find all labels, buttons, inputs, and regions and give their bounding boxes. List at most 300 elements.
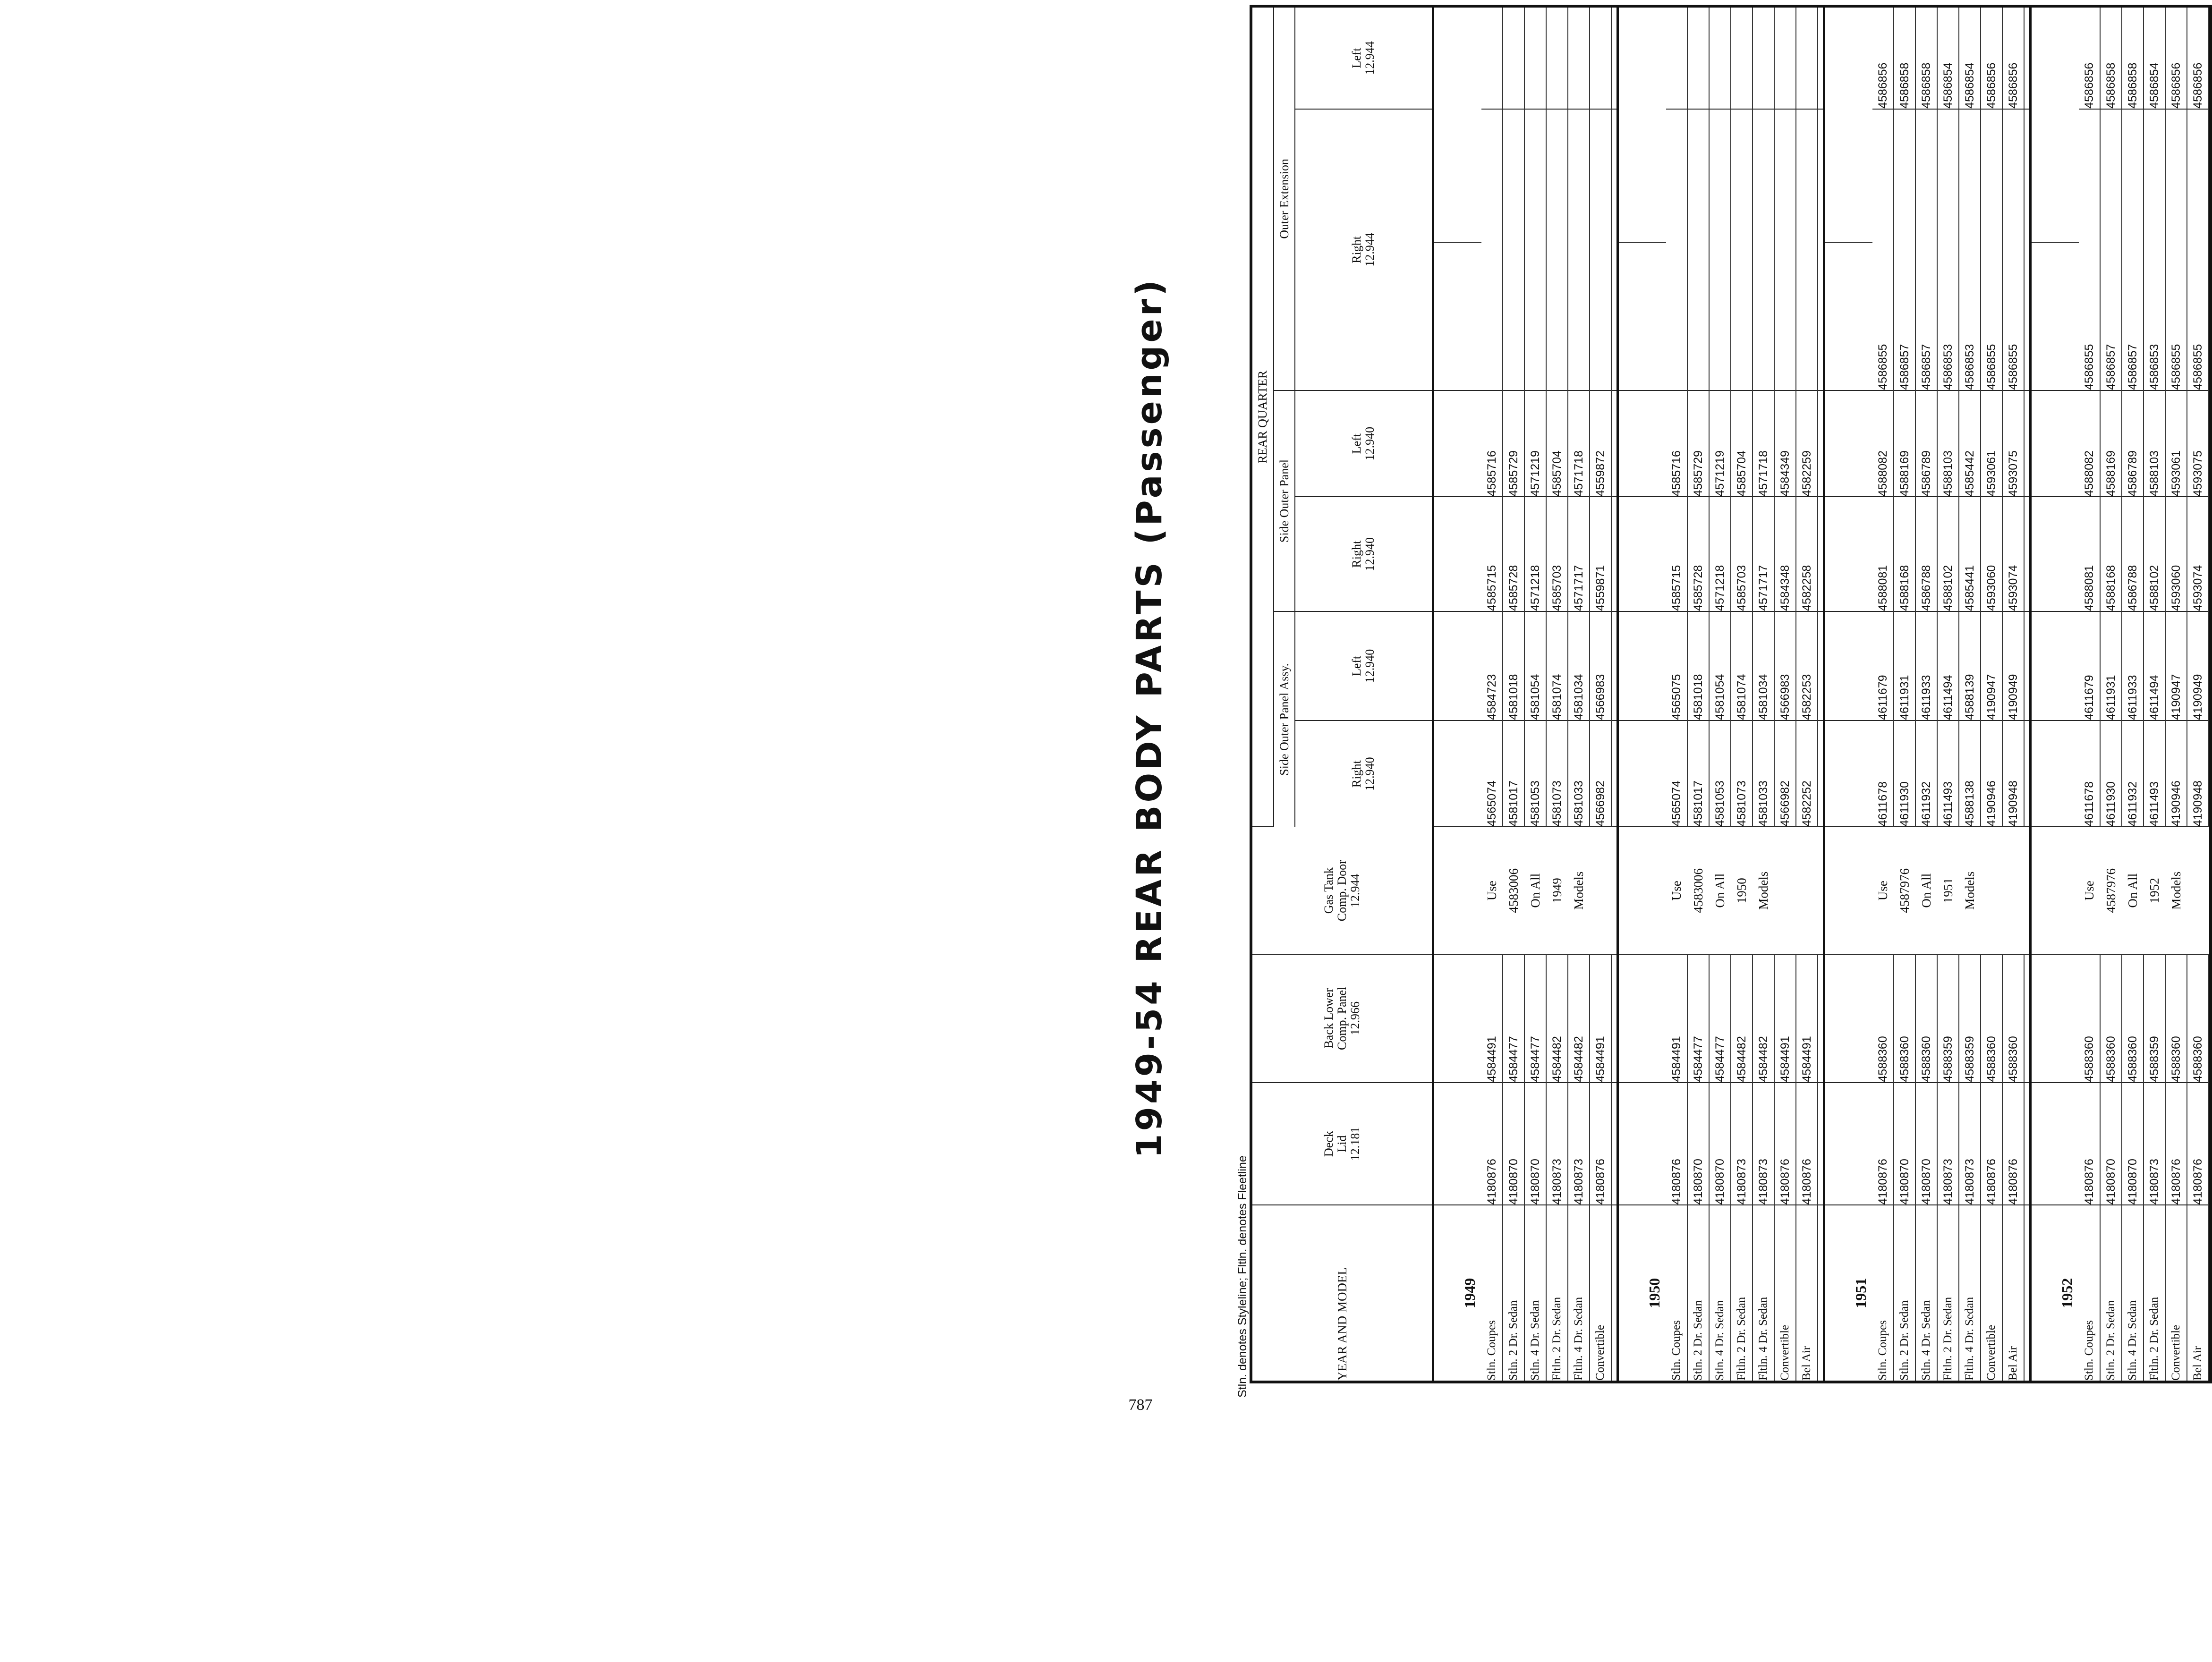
table-row — [1894, 8, 1915, 1381]
part-gas: On All — [1524, 827, 1546, 954]
part-sopa-l: 4581074 — [1731, 611, 1753, 721]
part-back: 4584491 — [1774, 954, 1796, 1083]
header-assy-right-label: Right — [1350, 760, 1364, 788]
part-ext-r: 4586857 — [2122, 109, 2144, 390]
part-back: 4588359 — [2144, 954, 2165, 1083]
part-back: 4584477 — [1524, 954, 1546, 1083]
part-sop-r: 4585728 — [1687, 497, 1709, 611]
part-sop-r: 4593060 — [2165, 497, 2187, 611]
part-sopa-l: 4611931 — [2100, 611, 2122, 721]
part-ext-l — [1503, 8, 1524, 109]
part-sopa-r: 4581033 — [1753, 721, 1774, 827]
part-ext-r — [1774, 109, 1796, 390]
model-name: Bel Air — [2187, 1205, 2209, 1381]
part-ext-l: 4586856 — [1981, 8, 2002, 109]
part-sop-r: 4585441 — [1959, 497, 1981, 611]
part-gas — [1774, 827, 1796, 954]
part-sopa-l: 4611679 — [2079, 611, 2100, 721]
part-sopa-r: 4611493 — [1937, 721, 1959, 827]
separator-cell — [2024, 827, 2031, 954]
part-gas — [2002, 827, 2024, 954]
year-row-spacer — [1433, 611, 1481, 721]
header-ext-left-label: Left — [1350, 48, 1364, 68]
part-deck: 4180870 — [1709, 1083, 1731, 1205]
separator-cell — [1818, 1083, 1824, 1205]
table-row — [1731, 8, 1753, 1381]
part-ext-l: 4586856 — [2079, 8, 2100, 109]
part-sop-r: 4588168 — [1894, 497, 1915, 611]
separator-cell — [2024, 497, 2031, 611]
model-name: Fltln. 2 Dr. Sedan — [1731, 1205, 1753, 1381]
separator-cell — [1611, 721, 1618, 827]
part-ext-l: 4586854 — [1959, 8, 1981, 109]
model-name: Fltln. 4 Dr. Sedan — [1753, 1205, 1774, 1381]
part-sopa-r: 4611932 — [2122, 721, 2144, 827]
part-deck: 4180876 — [1796, 1083, 1818, 1205]
part-ext-r: 4586853 — [1937, 109, 1959, 390]
part-deck: 4180876 — [1872, 1083, 1894, 1205]
model-name: Stln. 2 Dr. Sedan — [1503, 1205, 1524, 1381]
part-sopa-l: 4611494 — [1937, 611, 1959, 721]
part-gas: 4587976 — [1894, 827, 1915, 954]
part-sop-r: 4586788 — [1915, 497, 1937, 611]
part-sopa-r: 4611678 — [1872, 721, 1894, 827]
part-deck: 4180870 — [1687, 1083, 1709, 1205]
part-sopa-l: 4588139 — [1959, 611, 1981, 721]
part-sop-l: 4586789 — [1915, 390, 1937, 497]
part-ext-r: 4586855 — [2165, 109, 2187, 390]
part-sopa-r: 4581073 — [1546, 721, 1568, 827]
part-deck: 4180873 — [1937, 1083, 1959, 1205]
model-name: Stln. 2 Dr. Sedan — [1687, 1205, 1709, 1381]
year-row-spacer — [2030, 827, 2079, 954]
part-sopa-l: 4611933 — [2122, 611, 2144, 721]
part-back: 4584491 — [1590, 954, 1611, 1083]
year-row-spacer — [1824, 242, 1872, 390]
part-sopa-l: 4581034 — [1753, 611, 1774, 721]
year-row-spacer — [1617, 954, 1666, 1083]
part-sopa-l: 4611679 — [1872, 611, 1894, 721]
table-row — [2002, 8, 2024, 1381]
separator-cell — [1818, 390, 1824, 497]
part-sopa-l: 4190947 — [1981, 611, 2002, 721]
model-name: Stln. 4 Dr. Sedan — [1709, 1205, 1731, 1381]
part-sop-l: 4585716 — [1666, 390, 1687, 497]
part-ext-l — [1796, 8, 1818, 109]
model-name: Fltln. 2 Dr. Sedan — [1546, 1205, 1568, 1381]
separator-cell — [1611, 8, 1618, 109]
part-sop-r: 4593074 — [2187, 497, 2209, 611]
part-back: 4584482 — [1568, 954, 1590, 1083]
parts-table — [1252, 8, 2209, 1381]
part-gas: On All — [1915, 827, 1937, 954]
section-separator — [2024, 8, 2031, 1381]
part-sop-r: 4571717 — [1568, 497, 1590, 611]
year-row-spacer — [2030, 109, 2079, 242]
part-sop-r: 4585728 — [1503, 497, 1524, 611]
part-deck: 4180873 — [1568, 1083, 1590, 1205]
table-row — [1796, 8, 1818, 1381]
table-row — [1872, 8, 1894, 1381]
table-row — [1666, 8, 1687, 1381]
part-ext-r — [1753, 109, 1774, 390]
part-deck: 4180876 — [1590, 1083, 1611, 1205]
part-ext-l: 4586854 — [1937, 8, 1959, 109]
part-sop-r: 4584348 — [1774, 497, 1796, 611]
part-ext-r — [1666, 109, 1687, 390]
table-row — [2100, 8, 2122, 1381]
year-row-spacer — [1824, 611, 1872, 721]
header-ext-right — [1295, 109, 1433, 390]
part-ext-r — [1687, 109, 1709, 390]
part-sopa-r: 4581033 — [1568, 721, 1590, 827]
separator-cell — [1818, 8, 1824, 109]
year-row-spacer — [1433, 721, 1481, 827]
part-sop-l: 4585729 — [1503, 390, 1524, 497]
parts-table-body — [1433, 8, 2209, 1381]
year-row-spacer — [1617, 109, 1666, 242]
part-ext-l: 4586858 — [2100, 8, 2122, 109]
part-sopa-l: 4581018 — [1503, 611, 1524, 721]
part-ext-r — [1709, 109, 1731, 390]
part-gas: 1952 — [2144, 827, 2165, 954]
separator-cell — [2024, 954, 2031, 1083]
year-label: 1949 — [1461, 1278, 1478, 1308]
part-sopa-l: 4611933 — [1915, 611, 1937, 721]
part-gas: 4583006 — [1503, 827, 1524, 954]
part-deck: 4180873 — [1546, 1083, 1568, 1205]
year-header-row — [1824, 8, 1872, 1381]
separator-cell — [1818, 827, 1824, 954]
part-ext-r: 4586853 — [2144, 109, 2165, 390]
separator-cell — [1611, 827, 1618, 954]
part-sop-r: 4593074 — [2002, 497, 2024, 611]
part-sop-r: 4586788 — [2122, 497, 2144, 611]
year-row-spacer — [1824, 721, 1872, 827]
part-back: 4584491 — [1666, 954, 1687, 1083]
part-sop-r: 4588102 — [1937, 497, 1959, 611]
part-sop-r: 4585715 — [1666, 497, 1687, 611]
part-deck: 4180873 — [1753, 1083, 1774, 1205]
part-back: 4584482 — [1731, 954, 1753, 1083]
header-outer-extension: Outer Extension — [1274, 8, 1295, 390]
year-header-row — [2030, 8, 2079, 1381]
model-name: Fltln. 2 Dr. Sedan — [2144, 1205, 2165, 1381]
part-gas — [2187, 827, 2209, 954]
part-sopa-r: 4566982 — [1590, 721, 1611, 827]
part-ext-l — [1590, 8, 1611, 109]
part-sopa-l: 4611931 — [1894, 611, 1915, 721]
part-deck: 4180870 — [1503, 1083, 1524, 1205]
part-back: 4588360 — [2187, 954, 2209, 1083]
separator-cell — [2024, 8, 2031, 109]
part-sop-r: 4588168 — [2100, 497, 2122, 611]
part-sopa-r: 4566982 — [1774, 721, 1796, 827]
header-rear-quarter: REAR QUARTER — [1252, 8, 1274, 827]
part-gas — [1981, 827, 2002, 954]
year-row-spacer — [2030, 954, 2079, 1083]
part-ext-r — [1524, 109, 1546, 390]
part-sopa-r: 4611930 — [2100, 721, 2122, 827]
table-row — [2187, 8, 2209, 1381]
year-row-spacer — [1433, 1083, 1481, 1205]
part-ext-l: 4586858 — [1915, 8, 1937, 109]
separator-cell — [1818, 611, 1824, 721]
part-sop-r: 4571218 — [1709, 497, 1731, 611]
part-sopa-r: 4581017 — [1687, 721, 1709, 827]
part-sop-r: 4588081 — [2079, 497, 2100, 611]
separator-cell — [1818, 954, 1824, 1083]
year-row-spacer — [1617, 827, 1666, 954]
part-gas: 4583006 — [1687, 827, 1709, 954]
part-sop-l: 4571219 — [1709, 390, 1731, 497]
part-sop-l: 4588082 — [2079, 390, 2100, 497]
header-gas-tank-label: Gas Tank Comp. Door — [1321, 860, 1349, 922]
header-ext-left-code: 12.944 — [1363, 41, 1377, 75]
model-name: Stln. Coupes — [1872, 1205, 1894, 1381]
year-row-spacer — [2030, 1083, 2079, 1205]
separator-cell — [2024, 1083, 2031, 1205]
part-ext-l — [1774, 8, 1796, 109]
year-header-row — [1433, 8, 1481, 1381]
table-row — [1546, 8, 1568, 1381]
table-row — [1687, 8, 1709, 1381]
year-row-spacer — [1824, 390, 1872, 497]
header-deck-lid — [1252, 1083, 1433, 1205]
year-row-spacer — [1433, 109, 1481, 242]
part-deck: 4180876 — [2165, 1083, 2187, 1205]
part-sopa-r: 4582252 — [1796, 721, 1818, 827]
part-ext-l: 4586856 — [1872, 8, 1894, 109]
part-deck: 4180870 — [2122, 1083, 2144, 1205]
part-sopa-l: 4611494 — [2144, 611, 2165, 721]
part-sopa-r: 4611678 — [2079, 721, 2100, 827]
table-row — [1709, 8, 1731, 1381]
part-deck: 4180870 — [2100, 1083, 2122, 1205]
part-ext-l: 4586858 — [2122, 8, 2144, 109]
year-row-spacer — [2030, 721, 2079, 827]
table-row — [1568, 8, 1590, 1381]
year-row-spacer — [1824, 109, 1872, 242]
year-row-spacer — [2030, 242, 2079, 390]
part-sopa-l: 4565075 — [1666, 611, 1687, 721]
part-gas: Use — [1872, 827, 1894, 954]
part-sop-l: 4585716 — [1481, 390, 1503, 497]
separator-cell — [2024, 109, 2031, 390]
part-deck: 4180876 — [1774, 1083, 1796, 1205]
part-sop-l: 4571219 — [1524, 390, 1546, 497]
rotated-page — [1112, 5, 2204, 1412]
part-sop-l: 4585704 — [1546, 390, 1568, 497]
part-deck: 4180870 — [1894, 1083, 1915, 1205]
part-ext-r: 4586855 — [1981, 109, 2002, 390]
model-name: Stln. 2 Dr. Sedan — [2100, 1205, 2122, 1381]
part-sopa-l: 4582253 — [1796, 611, 1818, 721]
part-ext-l — [1731, 8, 1753, 109]
separator-cell — [1818, 1205, 1824, 1381]
part-sopa-r: 4611932 — [1915, 721, 1937, 827]
part-sopa-l: 4566983 — [1774, 611, 1796, 721]
separator-cell — [2024, 611, 2031, 721]
table-row — [1959, 8, 1981, 1381]
part-ext-l: 4586856 — [2002, 8, 2024, 109]
section-separator — [1611, 8, 1618, 1381]
header-assy-right — [1295, 721, 1433, 827]
part-sop-l: 4585704 — [1731, 390, 1753, 497]
part-ext-l — [1753, 8, 1774, 109]
table-row — [1915, 8, 1937, 1381]
year-row-spacer — [1433, 954, 1481, 1083]
part-sop-l: 4588169 — [1894, 390, 1915, 497]
year-row-spacer — [1433, 390, 1481, 497]
model-name: Convertible — [1774, 1205, 1796, 1381]
part-sop-l: 4588103 — [1937, 390, 1959, 497]
part-gas: 1951 — [1937, 827, 1959, 954]
header-panel-right-code: 12.940 — [1363, 537, 1377, 571]
header-panel-right — [1295, 497, 1433, 611]
year-row-spacer — [1617, 390, 1666, 497]
model-name: Stln. 4 Dr. Sedan — [2122, 1205, 2144, 1381]
model-name: Bel Air — [2002, 1205, 2024, 1381]
table-row — [1524, 8, 1546, 1381]
part-back: 4588360 — [2100, 954, 2122, 1083]
part-sop-r: 4571717 — [1753, 497, 1774, 611]
part-back: 4588360 — [1981, 954, 2002, 1083]
part-ext-l: 4586856 — [2187, 8, 2209, 109]
part-back: 4588360 — [2002, 954, 2024, 1083]
part-deck: 4180876 — [2079, 1083, 2100, 1205]
header-deck-lid-code: 12.181 — [1348, 1127, 1362, 1161]
part-deck: 4180876 — [1481, 1083, 1503, 1205]
part-ext-l — [1709, 8, 1731, 109]
part-sopa-r: 4588138 — [1959, 721, 1981, 827]
table-row — [1481, 8, 1503, 1381]
part-ext-r: 4586855 — [2079, 109, 2100, 390]
part-ext-l — [1666, 8, 1687, 109]
part-back: 4584482 — [1546, 954, 1568, 1083]
part-sopa-r: 4190948 — [2002, 721, 2024, 827]
part-back: 4584491 — [1481, 954, 1503, 1083]
part-sop-r: 4582258 — [1796, 497, 1818, 611]
part-sop-l: 4588082 — [1872, 390, 1894, 497]
header-assy-left-label: Left — [1350, 655, 1364, 677]
model-name: Convertible — [2165, 1205, 2187, 1381]
part-ext-r — [1568, 109, 1590, 390]
part-sopa-r: 4190946 — [1981, 721, 2002, 827]
table-row — [1937, 8, 1959, 1381]
part-deck: 4180876 — [1981, 1083, 2002, 1205]
part-gas: Use — [1481, 827, 1503, 954]
model-name: Bel Air — [1796, 1205, 1818, 1381]
part-sop-l: 4585729 — [1687, 390, 1709, 497]
part-sop-l: 4586789 — [2122, 390, 2144, 497]
separator-cell — [1611, 109, 1618, 390]
section-separator — [1818, 8, 1824, 1381]
part-deck: 4180876 — [1666, 1083, 1687, 1205]
part-ext-r: 4586853 — [1959, 109, 1981, 390]
year-row-spacer — [1433, 497, 1481, 611]
part-ext-l — [1524, 8, 1546, 109]
part-sop-r: 4585703 — [1546, 497, 1568, 611]
part-back: 4584477 — [1503, 954, 1524, 1083]
header-assy-left-code: 12.940 — [1363, 649, 1377, 683]
part-back: 4584477 — [1687, 954, 1709, 1083]
part-sopa-r: 4565074 — [1481, 721, 1503, 827]
part-back: 4584482 — [1753, 954, 1774, 1083]
part-sop-r: 4585715 — [1481, 497, 1503, 611]
separator-cell — [1611, 611, 1618, 721]
table-row — [2079, 8, 2100, 1381]
part-sop-l: 4582259 — [1796, 390, 1818, 497]
part-sop-r: 4588081 — [1872, 497, 1894, 611]
part-ext-r: 4586857 — [2100, 109, 2122, 390]
year-row-spacer — [1433, 827, 1481, 954]
year-row-spacer — [1617, 242, 1666, 390]
part-sopa-r: 4611930 — [1894, 721, 1915, 827]
separator-cell — [1611, 1083, 1618, 1205]
part-ext-r: 4586855 — [1872, 109, 1894, 390]
model-name: Stln. 2 Dr. Sedan — [1894, 1205, 1915, 1381]
separator-cell — [2024, 721, 2031, 827]
header-side-outer-panel-assy: Side Outer Panel Assy. — [1274, 611, 1295, 827]
part-sopa-r: 4581073 — [1731, 721, 1753, 827]
part-sop-l: 4593075 — [2187, 390, 2209, 497]
separator-cell — [2024, 1205, 2031, 1381]
header-assy-left — [1295, 611, 1433, 721]
part-ext-l — [1546, 8, 1568, 109]
table-row — [1753, 8, 1774, 1381]
year-label: 1952 — [2058, 1278, 2076, 1308]
table-row — [1590, 8, 1611, 1381]
model-name: Stln. Coupes — [2079, 1205, 2100, 1381]
model-name: Stln. Coupes — [1666, 1205, 1687, 1381]
table-row — [2144, 8, 2165, 1381]
model-name: Fltln. 4 Dr. Sedan — [1568, 1205, 1590, 1381]
part-sop-l: 4559872 — [1590, 390, 1611, 497]
header-side-outer-panel: Side Outer Panel — [1274, 390, 1295, 611]
part-gas — [1796, 827, 1818, 954]
part-sop-l: 4571718 — [1568, 390, 1590, 497]
header-ext-right-code: 12.944 — [1363, 233, 1377, 267]
part-sopa-l: 4581054 — [1524, 611, 1546, 721]
header-assy-right-code: 12.940 — [1363, 757, 1377, 791]
separator-cell — [1611, 954, 1618, 1083]
separator-cell — [1818, 497, 1824, 611]
separator-cell — [2024, 390, 2031, 497]
year-row-spacer — [1433, 242, 1481, 390]
header-year-and-model: YEAR AND MODEL — [1252, 1205, 1433, 1381]
page-title: 1949-54 REAR BODY PARTS (Passenger) — [1129, 277, 1170, 1159]
part-ext-l: 4586854 — [2144, 8, 2165, 109]
part-ext-r — [1796, 109, 1818, 390]
part-ext-l: 4586856 — [2165, 8, 2187, 109]
part-sop-l: 4593061 — [1981, 390, 2002, 497]
part-gas: 4587976 — [2100, 827, 2122, 954]
year-label: 1950 — [1645, 1278, 1663, 1308]
part-sop-r: 4593060 — [1981, 497, 2002, 611]
header-back-lower-panel — [1252, 954, 1433, 1083]
part-sopa-l: 4566983 — [1590, 611, 1611, 721]
part-sop-r: 4571218 — [1524, 497, 1546, 611]
part-deck: 4180876 — [2187, 1083, 2209, 1205]
year-row-spacer — [1824, 1083, 1872, 1205]
part-gas — [1590, 827, 1611, 954]
part-ext-l: 4586858 — [1894, 8, 1915, 109]
part-sopa-l: 4190949 — [2187, 611, 2209, 721]
part-back: 4588360 — [2122, 954, 2144, 1083]
part-back: 4588360 — [1915, 954, 1937, 1083]
part-sopa-r: 4581053 — [1709, 721, 1731, 827]
